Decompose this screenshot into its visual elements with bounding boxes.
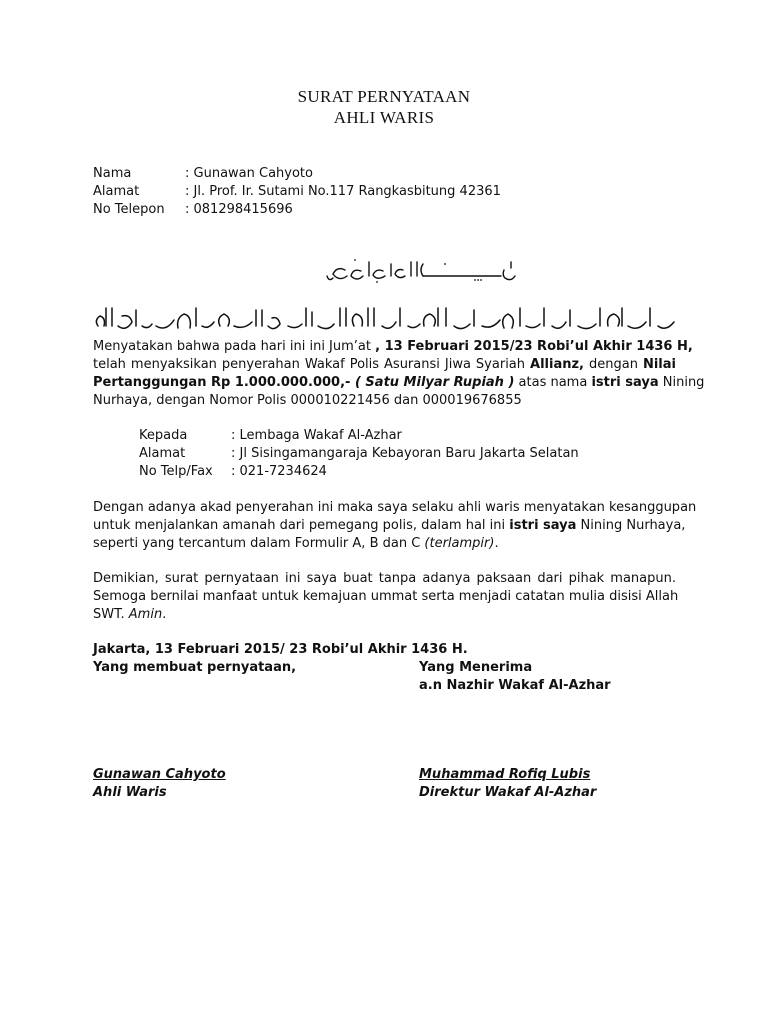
statement-line-1: Menyatakan bahwa pada hari ini ini Jum’at , 13 Februari 2015/23 Robi’ul Akhir 1436 H,: [93, 339, 693, 354]
closing-line-2: Semoga bernilai manfaat untuk kemajuan ummat serta menjadi catatan mulia disisi Allah: [93, 589, 679, 604]
commitment-line-2: untuk menjalankan amanah dari pemegang polis, dalam hal ini istri saya Nining Nurhaya,: [93, 518, 686, 533]
telp-fax-label: No Telp/Fax: [139, 464, 213, 479]
recipient-alamat-value: : Jl Sisingamangaraja Kebayoran Baru Jakarta Selatan: [231, 446, 579, 461]
signatory-right-role: Direktur Wakaf Al-Azhar: [419, 785, 597, 800]
alamat-value: : Jl. Prof. Ir. Sutami No.117 Rangkasbitung 42361: [185, 184, 501, 199]
document-title: SURAT PERNYATAAN: [297, 87, 471, 106]
closing-line-3: SWT. Amin.: [93, 607, 167, 622]
nama-label: Nama: [93, 166, 132, 181]
signatory-left-role: Ahli Waris: [93, 785, 167, 800]
statement-paragraph: [93, 338, 705, 410]
telepon-value: : 081298415696: [185, 202, 293, 217]
telp-fax-value: : 021-7234624: [231, 464, 327, 479]
closing-paragraph: [93, 570, 679, 624]
maker-label: Yang membuat pernyataan,: [93, 660, 297, 675]
commitment-paragraph: [93, 499, 697, 553]
closing-line-1: Demikian, surat pernyataan ini saya buat tanpa adanya paksaan dari pihak manapun.: [93, 571, 676, 586]
signatory-right-name: Muhammad Rofiq Lubis: [419, 767, 591, 782]
kepada-value: : Lembaga Wakaf Al-Azhar: [231, 428, 402, 443]
kepada-label: Kepada: [139, 428, 188, 443]
statement-line-2: telah menyaksikan penyerahan Wakaf Polis Asuransi Jiwa Syariah Allianz, dengan Nilai: [93, 357, 676, 372]
recipient-alamat-label: Alamat: [139, 446, 186, 461]
signatory-left-name: Gunawan Cahyoto: [93, 767, 226, 782]
alamat-label: Alamat: [93, 184, 140, 199]
commitment-line-1: Dengan adanya akad penyerahan ini maka saya selaku ahli waris menyatakan kesanggupan: [93, 500, 697, 515]
telepon-label: No Telepon: [93, 202, 165, 217]
shahada-calligraphy: [92, 300, 682, 336]
receiver-organization: a.n Nazhir Wakaf Al-Azhar: [419, 678, 611, 693]
nama-value: : Gunawan Cahyoto: [185, 166, 313, 181]
statement-line-3: Pertanggungan Rp 1.000.000.000,- ( Satu Milyar Rupiah ) atas nama istri saya Nining: [93, 375, 705, 390]
commitment-line-3: seperti yang tercantum dalam Formulir A, B dan C (terlampir).: [93, 536, 499, 551]
receiver-label: Yang Menerima: [419, 660, 533, 675]
basmala-calligraphy: [325, 254, 521, 288]
place-date: Jakarta, 13 Februari 2015/ 23 Robi’ul Akhir 1436 H.: [93, 642, 468, 657]
statement-line-4: Nurhaya, dengan Nomor Polis 000010221456 dan 000019676855: [93, 393, 522, 408]
document-subtitle: AHLI WARIS: [333, 108, 435, 127]
